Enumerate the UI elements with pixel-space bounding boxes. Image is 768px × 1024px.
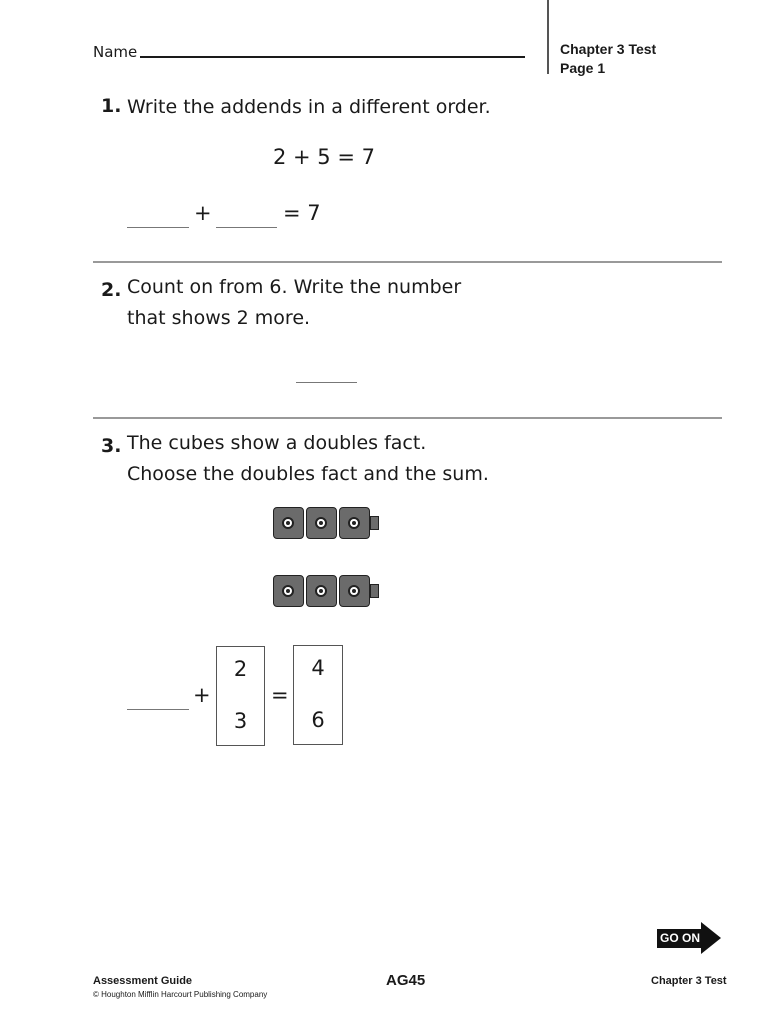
page-number: Page 1 xyxy=(560,60,606,76)
section-divider xyxy=(93,261,722,263)
cube-connector xyxy=(370,584,379,598)
q3-equals-sign: = xyxy=(271,683,289,707)
q3-prompt-line-1: The cubes show a doubles fact. xyxy=(127,432,427,454)
q1-result: = 7 xyxy=(283,201,321,225)
q1-plus-sign: + xyxy=(194,201,212,225)
q1-answer-blank-1[interactable] xyxy=(127,227,189,228)
footer-page-code: AG45 xyxy=(386,972,426,989)
footer-chapter-title: Chapter 3 Test xyxy=(651,975,727,987)
header-divider xyxy=(547,0,549,74)
q2-prompt-line-2: that shows 2 more. xyxy=(127,307,311,329)
addend-choice[interactable]: 3 xyxy=(233,709,248,733)
cube xyxy=(273,507,304,539)
sum-choice[interactable]: 6 xyxy=(311,708,325,732)
go-on-label: GO ON xyxy=(657,929,703,948)
go-on-button[interactable] xyxy=(657,922,723,954)
q3-number: 3. xyxy=(101,435,122,457)
q2-answer-blank[interactable] xyxy=(296,382,357,383)
cube xyxy=(339,507,370,539)
addend-choice[interactable]: 2 xyxy=(233,657,248,681)
sum-choice[interactable]: 4 xyxy=(311,656,325,680)
cube xyxy=(273,575,304,607)
cube-connector xyxy=(370,516,379,530)
addend-choice-box xyxy=(216,646,265,746)
chapter-title: Chapter 3 Test xyxy=(560,41,657,57)
name-label: Name xyxy=(93,43,138,61)
footer-guide-title: Assessment Guide xyxy=(93,975,193,987)
footer-copyright: © Houghton Mifflin Harcourt Publishing Company xyxy=(93,990,268,999)
sum-choice-box xyxy=(293,645,343,745)
q1-answer-blank-2[interactable] xyxy=(216,227,277,228)
q1-equation: 2 + 5 = 7 xyxy=(273,145,375,169)
cube-train-2 xyxy=(273,575,379,609)
q2-number: 2. xyxy=(101,279,122,301)
arrow-right-icon xyxy=(701,922,721,954)
section-divider xyxy=(93,417,722,419)
q1-prompt: Write the addends in a different order. xyxy=(127,96,491,118)
cube-train-1 xyxy=(273,507,379,541)
cube xyxy=(306,507,337,539)
q3-answer-blank[interactable] xyxy=(127,709,189,710)
q3-plus-sign: + xyxy=(193,683,211,707)
q1-number: 1. xyxy=(101,95,122,117)
q2-prompt-line-1: Count on from 6. Write the number xyxy=(127,276,462,298)
q3-prompt-line-2: Choose the doubles fact and the sum. xyxy=(127,463,489,485)
cube xyxy=(306,575,337,607)
name-write-line[interactable] xyxy=(140,56,525,58)
cube xyxy=(339,575,370,607)
